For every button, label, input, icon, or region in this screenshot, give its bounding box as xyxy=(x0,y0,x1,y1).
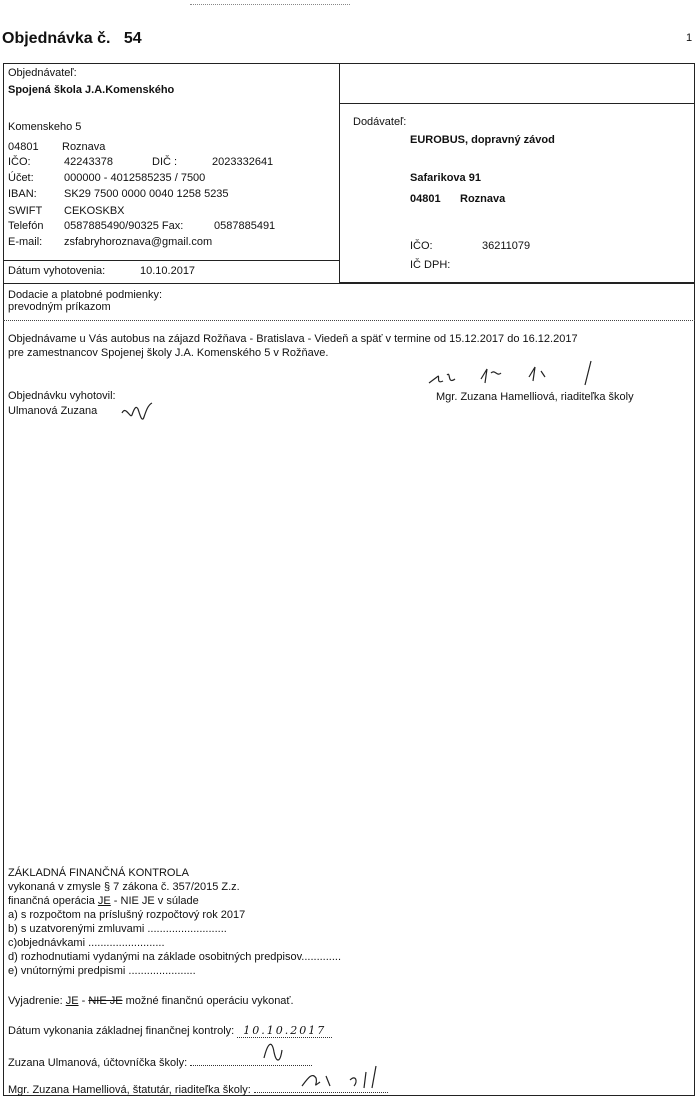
issuer-signature xyxy=(118,395,158,427)
statement-sep: - xyxy=(78,995,89,1007)
supplier-city: Roznava xyxy=(460,193,506,205)
top-scan-mark xyxy=(190,0,350,5)
control-line2-rest: - NIE JE v súlade xyxy=(110,895,199,907)
customer-email: zsfabryhoroznava@gmail.com xyxy=(64,236,213,248)
control-statement xyxy=(8,995,294,1008)
issuer-name: Ulmanová Zuzana xyxy=(8,405,98,417)
customer-dic: 2023332641 xyxy=(212,156,274,168)
control-item-a: a) s rozpočtom na príslušný rozpočtový rok 2017 xyxy=(8,909,246,921)
control-title: ZÁKLADNÁ FINANČNÁ KONTROLA xyxy=(8,867,189,879)
customer-fax: 0587885491 xyxy=(214,220,276,232)
customer-swift-label: SWIFT xyxy=(8,205,43,217)
control-item-c: c)objednávkami ......................... xyxy=(8,937,165,949)
customer-email-label: E-mail: xyxy=(8,236,43,248)
control-je-mark: JE xyxy=(97,895,111,907)
divider xyxy=(3,260,339,261)
supplier-name: EUROBUS, dopravný závod xyxy=(410,134,555,146)
page-title xyxy=(2,30,142,48)
customer-iban-label: IBAN: xyxy=(8,188,37,200)
supplier-ico: 36211079 xyxy=(482,240,531,252)
customer-iban: SK29 7500 0000 0040 1258 5235 xyxy=(64,188,229,200)
supplier-label: Dodávateľ: xyxy=(353,116,407,128)
accountant-signature xyxy=(258,1036,294,1066)
supplier-zip: 04801 xyxy=(410,193,441,205)
customer-city: Roznava xyxy=(62,141,106,153)
accountant-label: Zuzana Ulmanová, účtovníčka školy: xyxy=(8,1057,191,1069)
supplier-box xyxy=(339,103,695,283)
supplier-ico-label: IČO: xyxy=(410,240,433,252)
supplier-street: Safarikova 91 xyxy=(410,172,481,184)
statutory-signature xyxy=(296,1060,396,1092)
customer-phone-label: Telefón xyxy=(8,220,44,232)
customer-zip: 04801 xyxy=(8,141,39,153)
customer-street: Komenskeho 5 xyxy=(8,121,82,133)
title-label: Objednávka č. xyxy=(2,30,111,47)
director-name: Mgr. Zuzana Hamelliová, riaditeľka školy xyxy=(436,391,634,403)
page-number: 1 xyxy=(686,32,693,44)
divider xyxy=(339,63,340,103)
statement-rest: možné finančnú operáciu vykonať. xyxy=(122,995,294,1007)
control-line1: vykonaná v zmysle § 7 zákona č. 357/2015 Z.z. xyxy=(8,881,240,893)
divider xyxy=(3,283,695,284)
customer-dic-label: DIČ : xyxy=(152,156,178,168)
divider xyxy=(3,320,695,321)
customer-name: Spojená škola J.A.Komenského xyxy=(8,84,175,96)
statement-nie-je: NIE JE xyxy=(88,995,123,1007)
terms-value: prevodným príkazom xyxy=(8,301,111,313)
customer-ico-label: IČO: xyxy=(8,156,31,168)
customer-ico: 42243378 xyxy=(64,156,113,168)
customer-phone: 0587885490/90325 Fax: xyxy=(64,220,184,232)
customer-account-label: Účet: xyxy=(8,172,34,184)
control-line2 xyxy=(8,895,199,908)
order-number: 54 xyxy=(123,30,142,47)
customer-label: Objednávateľ: xyxy=(8,67,77,79)
control-line2-text: finančná operácia xyxy=(8,895,98,907)
control-date-value: 10.10.2017 xyxy=(237,1024,332,1038)
control-item-e: e) vnútornými predpismi ...................... xyxy=(8,965,196,977)
issuer-label: Objednávku vyhotovil: xyxy=(8,390,116,402)
terms-label: Dodacie a platobné podmienky: xyxy=(8,289,163,301)
control-date-label: Dátum vykonania základnej finančnej kontroly: xyxy=(8,1025,238,1037)
issue-date: 10.10.2017 xyxy=(140,265,196,277)
director-signature xyxy=(425,355,605,391)
customer-account: 000000 - 4012585235 / 7500 xyxy=(64,172,206,184)
control-item-d: d) rozhodnutiami vydanými na základe osobitných predpisov............. xyxy=(8,951,342,963)
control-item-b: b) s uzatvorenými zmluvami .......................... xyxy=(8,923,227,935)
customer-swift: CEKOSKBX xyxy=(64,205,125,217)
order-text-line1: Objednávame u Vás autobus na zájazd Rožňava - Bratislava - Viedeň a späť v termine od 15.12.2017 do 16.12.2017 xyxy=(8,333,578,345)
statement-je: JE xyxy=(65,995,79,1007)
supplier-icdph-label: IČ DPH: xyxy=(410,259,451,271)
issue-date-label: Dátum vyhotovenia: xyxy=(8,265,106,277)
statement-label: Vyjadrenie: xyxy=(8,995,66,1007)
statutory-label: Mgr. Zuzana Hamelliová, štatutár, riaditeľka školy: xyxy=(8,1084,254,1096)
order-text-line2: pre zamestnancov Spojenej školy J.A. Komenského 5 v Rožňave. xyxy=(8,347,329,359)
